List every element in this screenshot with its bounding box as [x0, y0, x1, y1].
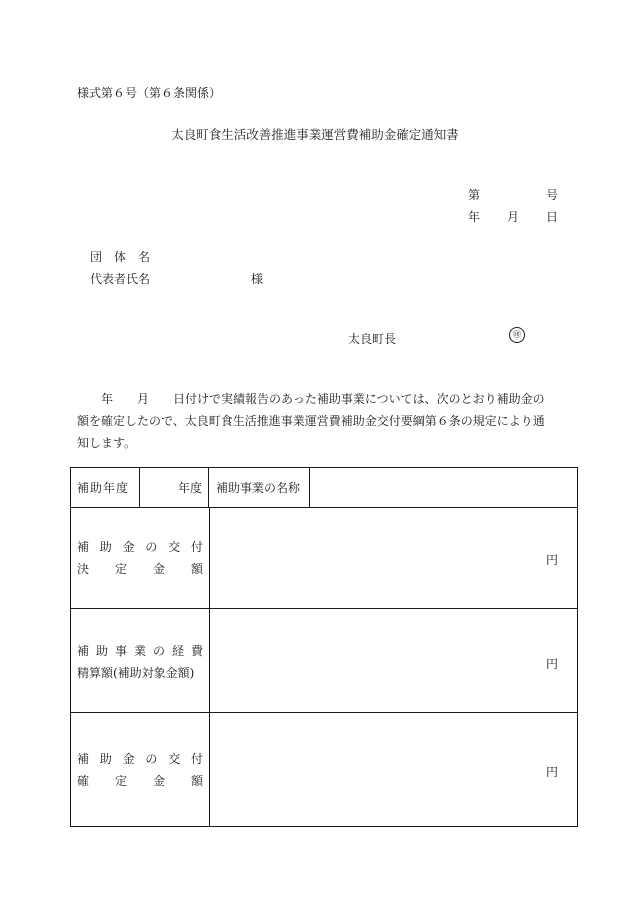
table-row-divider [71, 712, 577, 713]
settled-cost-label-line-2: 精算額(補助対象金額) [77, 666, 195, 680]
fiscal-year-field: 年度 [140, 468, 209, 507]
date-year: 年 [468, 210, 481, 224]
issuer-name: 太良町長 [348, 332, 397, 346]
honorific: 様 [251, 272, 264, 286]
project-name-field [310, 468, 578, 507]
table-column-divider [209, 508, 210, 826]
document-number [468, 186, 558, 203]
organization-name-label: 団 体 名 [90, 250, 151, 264]
decided-amount-label-line-2: 決定金額 [77, 562, 203, 576]
settled-cost-label-line-1: 補助事業の経費 [77, 644, 203, 658]
decided-amount-unit: 円 [545, 553, 558, 567]
notice-body-line-3: 知します。 [77, 436, 137, 450]
document-title: 太良町食生活改善推進事業運営費補助金確定通知書 [171, 127, 459, 142]
fiscal-year-label: 補助年度 [71, 468, 140, 507]
confirmed-amount-label-line-1: 補助金の交付 [77, 752, 203, 766]
date-month: 月 [506, 210, 519, 224]
date-day: 日 [545, 210, 558, 224]
project-name-label: 補助事業の名称 [209, 468, 310, 507]
document-number-suffix: 号 [545, 188, 558, 202]
decided-amount-label-line-1: 補助金の交付 [77, 540, 203, 554]
seal-icon: ㊞ [509, 327, 525, 343]
table-row-divider [71, 608, 577, 609]
table-header-row [71, 468, 577, 508]
form-number-label: 様式第６号（第６条関係） [77, 86, 222, 100]
representative-name-label: 代表者氏名 [90, 272, 151, 286]
notice-body-line-1: 年 月 日付けで実績報告のあった補助事業については、次のとおり補助金の [101, 392, 545, 406]
settled-cost-unit: 円 [545, 657, 558, 671]
notice-body [77, 388, 557, 454]
settled-cost-label [77, 640, 203, 684]
confirmed-amount-unit: 円 [545, 765, 558, 779]
notice-body-line-2: 額を確定したので、太良町食生活推進事業運営費補助金交付要綱第６条の規定により通 [77, 414, 545, 428]
issue-date [468, 208, 558, 225]
subsidy-table [70, 467, 578, 827]
confirmed-amount-label-line-2: 確定金額 [77, 774, 203, 788]
confirmed-amount-label [77, 748, 203, 792]
decided-amount-label [77, 536, 203, 580]
document-number-prefix: 第 [468, 188, 481, 202]
